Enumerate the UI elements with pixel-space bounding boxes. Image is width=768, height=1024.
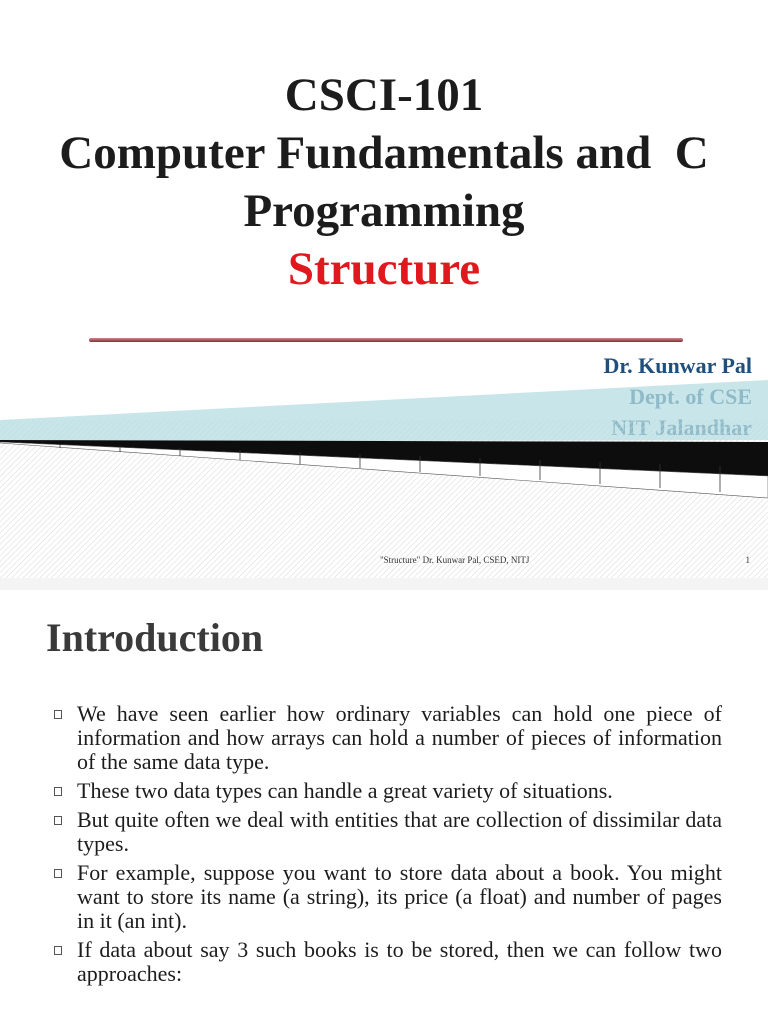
bullet-text: We have seen earlier how ordinary variables can hold one piece of information and how arrays can hold a number of pieces of information of the same data type. xyxy=(77,701,722,774)
slide-heading: Introduction xyxy=(46,615,264,660)
course-code: CSCI-101 xyxy=(284,69,484,121)
square-bullet-icon xyxy=(54,869,62,878)
square-bullet-icon xyxy=(54,787,62,796)
title-block xyxy=(0,66,768,298)
decorative-wedge-graphic xyxy=(0,380,768,578)
square-bullet-icon xyxy=(54,710,62,719)
bullet-item xyxy=(50,861,722,933)
bullet-text: These two data types can handle a great variety of situations. xyxy=(77,778,613,803)
bullet-text: If data about say 3 such books is to be stored, then we can follow two approaches: xyxy=(77,937,722,986)
course-title-line-2: Programming xyxy=(243,185,525,237)
title-underline-rule xyxy=(89,338,683,342)
square-bullet-icon xyxy=(54,946,62,955)
light-wave-band xyxy=(0,380,768,442)
bullet-item xyxy=(50,702,722,774)
bullet-item xyxy=(50,779,722,803)
bullet-item xyxy=(50,808,722,856)
introduction-slide xyxy=(0,590,768,1024)
author-name: Dr. Kunwar Pal xyxy=(603,353,752,378)
course-title-line-1: Computer Fundamentals and C xyxy=(59,127,709,179)
slide-footer: "Structure" Dr. Kunwar Pal, CSED, NITJ xyxy=(380,555,530,565)
bullet-text: For example, suppose you want to store data about a book. You might want to store its name (a string), its price (a float) and number of pages in it (an int). xyxy=(77,860,722,933)
bullet-list xyxy=(50,702,722,991)
slide-number: 1 xyxy=(745,555,750,565)
square-bullet-icon xyxy=(54,816,62,825)
slide-divider xyxy=(0,578,768,590)
bullet-text: But quite often we deal with entities that are collection of dissimilar data types. xyxy=(77,807,722,856)
bullet-item xyxy=(50,938,722,986)
topic-title: Structure xyxy=(287,243,481,295)
